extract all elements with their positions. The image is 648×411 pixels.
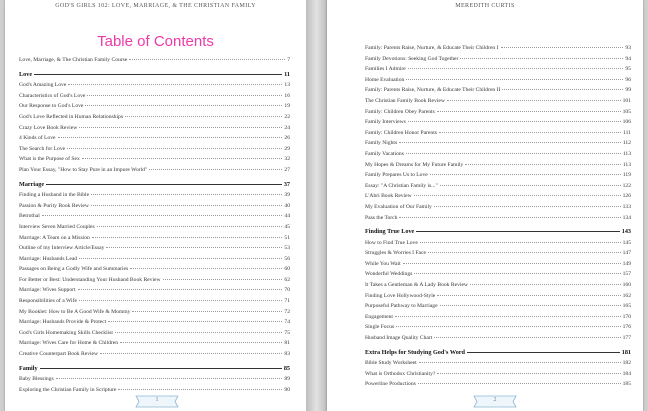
toc-entry-page: 147: [622, 250, 631, 257]
toc-entry-page: 145: [622, 239, 631, 246]
toc-entry-title: Our Response to God's Love: [19, 103, 84, 110]
toc-entry-title: Family: Children Honor Parents: [365, 129, 437, 136]
leader-dots: [403, 262, 621, 264]
toc-entry-page: 53: [284, 245, 290, 252]
toc-entry-title: Baby Blessings: [19, 376, 54, 383]
leader-dots: [67, 147, 282, 149]
toc-entry: [19, 233, 290, 244]
toc-entry-title: Wonderful Weddings: [365, 271, 413, 278]
toc-entry: [19, 307, 290, 318]
toc-entry-page: 157: [622, 271, 631, 278]
book-gutter: [306, 0, 327, 411]
toc-entry-title: God's Girls Homemaking Skills Checklist: [19, 329, 113, 336]
toc-entry-title: Purposeful Pathway to Marriage: [365, 303, 438, 310]
leader-dots: [467, 351, 620, 353]
toc-entry-page: 60: [284, 266, 290, 273]
toc-entry-title: Family Vacations: [365, 150, 404, 157]
toc-entry-title: Marriage: Wives Support: [19, 287, 76, 294]
leader-dots: [91, 204, 282, 206]
leader-dots: [408, 120, 621, 122]
toc-entry-title: God's Love Reflected in Human Relationships: [19, 113, 124, 120]
toc-entry-page: 32: [284, 156, 290, 163]
toc-entry-page: 40: [284, 202, 290, 209]
toc-entry: [19, 133, 290, 144]
toc-entry-page: 184: [622, 370, 631, 377]
toc-entry-title: Outline of my Interview Article/Essay: [19, 245, 105, 252]
toc-entry: [365, 301, 631, 312]
toc-entry: [365, 248, 631, 259]
leader-dots: [419, 361, 621, 363]
toc-entry-page: 119: [622, 172, 631, 179]
leader-dots: [502, 88, 623, 90]
toc-entry-page: 160: [622, 282, 631, 289]
toc-entry-title: Passion & Purity Book Review: [19, 202, 89, 209]
leader-dots: [68, 83, 282, 85]
toc-entry: [19, 80, 290, 91]
toc-entry: [19, 385, 290, 396]
leader-dots: [87, 94, 282, 96]
leader-dots: [78, 288, 283, 290]
toc-entry: [365, 75, 631, 86]
right-page: [327, 0, 643, 411]
leader-dots: [79, 299, 282, 301]
page-number-right: 2: [493, 397, 497, 403]
toc-entry-title: Creative Counterpart Book Review: [19, 351, 99, 358]
toc-entry: [365, 107, 631, 118]
toc-entry: [19, 296, 290, 307]
toc-entry-title: Interview Seven Married Couples: [19, 223, 95, 230]
toc-entry-title: Home Evaluation: [365, 76, 405, 83]
toc-entry-page: 22: [284, 113, 290, 120]
toc-entry-page: 112: [622, 140, 631, 147]
toc-entry: [365, 291, 631, 302]
toc-entry: [19, 101, 290, 112]
toc-entry-page: 85: [283, 364, 290, 372]
toc-entry-page: 170: [622, 313, 631, 320]
leader-dots: [120, 341, 282, 343]
toc-entry: [19, 190, 290, 201]
toc-entry-title: Extra Helps for Studying God's Word: [365, 348, 465, 356]
toc-entry-title: Family: Children Obey Parents: [365, 108, 435, 115]
toc-entry-page: 134: [622, 214, 631, 221]
toc-entry-page: 45: [284, 223, 290, 230]
toc-entry-title: Family: Parents Raise, Nurture, & Educate Their Children II: [365, 87, 501, 94]
toc-entry-page: 181: [621, 348, 631, 356]
toc-entry-title: Family Nights: [365, 140, 398, 147]
leader-dots: [440, 184, 621, 186]
toc-entry: [365, 149, 631, 160]
leader-dots: [434, 205, 621, 207]
leader-dots: [437, 294, 620, 296]
toc-entry: [365, 333, 631, 344]
leader-dots: [406, 78, 623, 80]
toc-entry: [365, 96, 631, 107]
toc-entry-page: 165: [622, 303, 631, 310]
leader-dots: [125, 115, 282, 117]
leader-dots: [437, 110, 621, 112]
toc-entry-title: God's Amazing Love: [19, 82, 67, 89]
leader-dots: [399, 141, 621, 143]
toc-entry-title: Pass the Torch: [365, 214, 398, 221]
toc-entry: [365, 160, 631, 171]
toc-entry: [365, 322, 631, 333]
toc-title: Table of Contents: [97, 33, 214, 50]
toc-entry-title: What is Orthodox Christianity?: [365, 370, 436, 377]
toc-entry-title: Love: [19, 70, 33, 78]
toc-entry-title: Family: [19, 364, 38, 372]
leader-dots: [460, 57, 623, 59]
toc-entry-page: 185: [622, 381, 631, 388]
leader-dots: [396, 325, 621, 327]
toc-entry-page: 56: [284, 255, 290, 262]
toc-entry: [365, 202, 631, 213]
toc-entry-title: Powerline Productions: [365, 381, 416, 388]
leader-dots: [163, 278, 283, 280]
toc-entry-page: 13: [284, 82, 290, 89]
leader-dots: [106, 246, 282, 248]
toc-entry: [365, 269, 631, 280]
toc-entry: [365, 170, 631, 181]
toc-entry: [365, 379, 631, 390]
toc-entry: [19, 317, 290, 328]
toc-entry: [19, 254, 290, 265]
leader-dots: [437, 372, 620, 374]
leader-dots: [447, 99, 621, 101]
toc-entry: [365, 43, 631, 54]
leader-dots: [470, 283, 621, 285]
toc-entry: [19, 374, 290, 385]
toc-section-heading: [19, 70, 290, 81]
toc-entry-page: 83: [284, 351, 290, 358]
toc-entry: [19, 144, 290, 155]
toc-entry-title: 4 Kinds of Love: [19, 135, 56, 142]
toc-entry-title: My Evaluation of Our Family: [365, 203, 432, 210]
page-number-badge-right: [473, 395, 517, 408]
toc-entry-title: Passages on Being a Godly Wife and Summaries: [19, 266, 129, 273]
leader-dots: [56, 377, 283, 379]
toc-entry-title: Family Interviews: [365, 119, 406, 126]
toc-entry-title: Engagement: [365, 313, 393, 320]
leader-dots: [420, 241, 621, 243]
toc-entry-title: While You Wait: [365, 260, 401, 267]
toc-entry-page: 133: [622, 203, 631, 210]
leader-dots: [439, 131, 621, 133]
toc-entry-title: Characteristics of God's Love: [19, 92, 86, 99]
toc-entry-title: Responsibilities of a Wife: [19, 298, 77, 305]
page-number-left: 1: [155, 397, 159, 403]
toc-entry: [365, 280, 631, 291]
toc-entry-page: 39: [284, 192, 290, 199]
toc-entry-title: My Booklet: How to Be A Good Wife & Mommy: [19, 308, 131, 315]
leader-dots: [42, 214, 283, 216]
toc-entry-title: Exploring the Christian Family in Scripture: [19, 386, 117, 393]
toc-entry: [19, 211, 290, 222]
toc-section-heading: [19, 364, 290, 375]
leader-dots: [408, 67, 624, 69]
leader-dots: [92, 236, 283, 238]
leader-dots: [434, 336, 620, 338]
toc-entry-page: 51: [284, 234, 290, 241]
toc-entry-title: For Better or Best: Understanding Your Husband Book Review: [19, 276, 161, 283]
toc-entry-title: Betrothal: [19, 213, 40, 220]
leader-dots: [430, 173, 621, 175]
toc-entry-title: It Takes a Gentleman & A Lady Book Review: [365, 282, 468, 289]
toc-entry-page: 29: [284, 145, 290, 152]
leader-dots: [414, 272, 620, 274]
toc-entry: [365, 64, 631, 75]
leader-dots: [395, 315, 621, 317]
toc-entry-title: What is the Purpose of Sex: [19, 156, 80, 163]
toc-entry: [365, 358, 631, 369]
leader-dots: [428, 251, 621, 253]
toc-entry-title: Finding True Love: [365, 228, 415, 236]
leader-dots: [97, 225, 283, 227]
leader-dots: [149, 168, 282, 170]
toc-entry-page: 113: [622, 161, 631, 168]
toc-entry: [19, 165, 290, 176]
leader-dots: [82, 157, 283, 159]
leader-dots: [58, 136, 283, 138]
toc-entry: [365, 54, 631, 65]
toc-entry-page: 62: [284, 276, 290, 283]
toc-entry-page: 99: [625, 87, 631, 94]
leader-dots: [115, 331, 282, 333]
toc-entry: [365, 213, 631, 224]
toc-entry-page: 16: [284, 92, 290, 99]
toc-entry-page: 81: [284, 340, 290, 347]
toc-entry: [365, 181, 631, 192]
toc-entry: [19, 91, 290, 102]
toc-entry: [19, 112, 290, 123]
toc-entry-page: 95: [625, 66, 631, 73]
toc-entry-page: 44: [284, 213, 290, 220]
toc-entry-title: The Search for Love: [19, 145, 66, 152]
toc-section-heading: [365, 348, 631, 359]
leader-dots: [399, 216, 620, 218]
toc-entry-page: 7: [287, 57, 290, 63]
leader-dots: [129, 58, 285, 60]
toc-entry-page: 94: [625, 55, 631, 62]
toc-entry-page: 143: [621, 228, 631, 236]
leader-dots: [91, 193, 282, 195]
toc-entry: [19, 285, 290, 296]
toc-entry-page: 89: [284, 376, 290, 383]
leader-dots: [46, 183, 282, 185]
toc-entry: [19, 328, 290, 339]
running-head-left: GOD'S GIRLS 102: LOVE, MARRIAGE, & THE CHRISTIAN FAMILY: [55, 3, 256, 9]
toc-entry-title: Love, Marriage, & The Christian Family Course: [19, 57, 128, 63]
toc-list-left: [19, 55, 290, 395]
leader-dots: [118, 388, 282, 390]
toc-entry-page: 96: [625, 76, 631, 83]
toc-entry-title: My Hopes & Dreams for My Future Family: [365, 161, 464, 168]
toc-entry-page: 111: [623, 129, 631, 136]
running-head-right: MEREDITH CURTIS: [455, 3, 515, 9]
toc-entry: [365, 259, 631, 270]
toc-entry-title: Family Devotions: Seeking God Together: [365, 55, 459, 62]
toc-entry-title: Marriage: Husbands Provide & Protect: [19, 319, 107, 326]
toc-entry-title: Family Prepares Us to Love: [365, 172, 428, 179]
leader-dots: [440, 304, 621, 306]
toc-entry-title: Marriage: [19, 180, 45, 188]
toc-entry-title: Marriage: Wives Care for Home & Children: [19, 340, 119, 347]
toc-entry-page: 106: [622, 119, 631, 126]
toc-entry-page: 27: [284, 166, 290, 173]
toc-entry-page: 71: [284, 298, 290, 305]
toc-entry: [19, 243, 290, 254]
toc-entry-page: 149: [622, 260, 631, 267]
toc-entry-page: 26: [284, 135, 290, 142]
toc-entry: [19, 264, 290, 275]
toc-entry-title: Single Focus: [365, 324, 395, 331]
toc-entry-title: Crazy Love Book Review: [19, 124, 78, 131]
toc-entry-title: Families I Admire: [365, 66, 406, 73]
toc-entry-page: 93: [625, 45, 631, 51]
toc-entry: [365, 312, 631, 323]
toc-entry: [19, 338, 290, 349]
toc-entry: [19, 201, 290, 212]
leader-dots: [108, 320, 282, 322]
toc-entry-page: 182: [622, 360, 631, 367]
toc-section-heading: [365, 227, 631, 238]
toc-entry: [365, 128, 631, 139]
toc-entry-title: Essay: "A Christian Family is...": [365, 182, 438, 189]
toc-entry: [19, 275, 290, 286]
toc-entry-page: 101: [622, 97, 631, 104]
toc-entry: [365, 85, 631, 96]
toc-entry-page: 19: [284, 103, 290, 110]
leader-dots: [416, 230, 619, 232]
toc-entry-page: 122: [622, 182, 631, 189]
toc-list-right: [365, 43, 631, 390]
toc-entry-page: 105: [622, 108, 631, 115]
toc-entry: [365, 117, 631, 128]
leader-dots: [130, 267, 282, 269]
toc-entry-page: 37: [283, 180, 290, 188]
toc-entry-title: Plan Your Essay, "How to Stay Pure in an Impure World": [19, 166, 148, 173]
leader-dots: [85, 104, 282, 106]
toc-entry-page: 90: [284, 386, 290, 393]
toc-entry-title: Marriage: Husbands Lead: [19, 255, 78, 262]
toc-entry-title: Family: Parents Raise, Nurture, & Educate Their Children I: [365, 45, 499, 51]
toc-entry-page: 70: [284, 287, 290, 294]
toc-entry-page: 74: [284, 319, 290, 326]
toc-entry-title: Marriage: A Team on a Mission: [19, 234, 90, 241]
leader-dots: [79, 126, 282, 128]
toc-entry: [19, 349, 290, 360]
toc-entry: [365, 191, 631, 202]
leader-dots: [465, 163, 620, 165]
toc-entry-title: The Christian Family Book Review: [365, 97, 445, 104]
leader-dots: [40, 367, 282, 369]
toc-entry-page: 72: [284, 308, 290, 315]
toc-section-heading: [19, 180, 290, 191]
toc-entry-title: Finding Love Hollywood-Style: [365, 292, 436, 299]
leader-dots: [418, 382, 621, 384]
toc-entry-page: 176: [622, 324, 631, 331]
leader-dots: [501, 46, 624, 48]
toc-entry-page: 11: [284, 70, 290, 78]
toc-entry: [19, 222, 290, 233]
leader-dots: [79, 257, 282, 259]
toc-entry-title: Struggles & Worries I Face: [365, 250, 426, 257]
toc-entry-title: Finding a Husband in the Bible: [19, 192, 90, 199]
toc-entry-title: Bible Study Worksheet: [365, 360, 417, 367]
leader-dots: [34, 73, 282, 75]
toc-entry-page: 113: [622, 150, 631, 157]
toc-entry: [19, 55, 290, 66]
toc-entry: [19, 123, 290, 134]
leader-dots: [100, 352, 282, 354]
leader-dots: [132, 310, 282, 312]
toc-entry-page: 75: [284, 329, 290, 336]
toc-entry-page: 162: [622, 292, 631, 299]
leader-dots: [406, 152, 621, 154]
toc-entry-title: Husband Image Quality Chart: [365, 335, 433, 342]
toc-entry-page: 177: [622, 335, 631, 342]
toc-entry: [365, 238, 631, 249]
toc-entry: [365, 138, 631, 149]
left-page: [5, 0, 306, 411]
toc-entry-title: How to Find True Love: [365, 239, 418, 246]
toc-entry: [19, 154, 290, 165]
toc-entry-page: 24: [284, 124, 290, 131]
toc-entry-page: 126: [622, 193, 631, 200]
leader-dots: [414, 194, 621, 196]
toc-entry: [365, 369, 631, 380]
toc-entry-title: L'Abri Book Review: [365, 193, 412, 200]
page-number-badge-left: [135, 395, 179, 408]
